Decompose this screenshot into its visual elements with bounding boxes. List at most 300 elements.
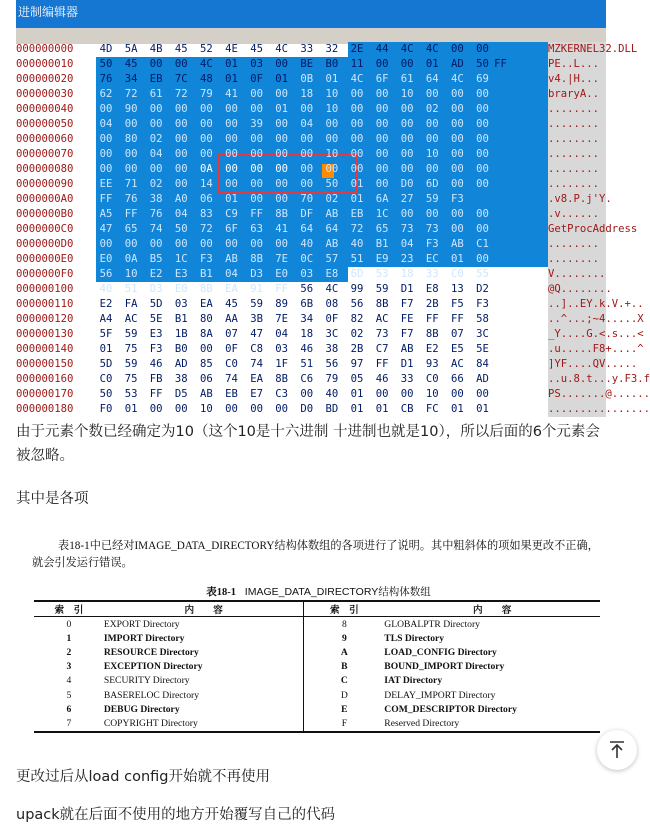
hex-byte[interactable]: C0 [225, 358, 238, 370]
hex-byte[interactable]: AB [400, 343, 414, 355]
hex-byte[interactable]: 00 [300, 178, 314, 190]
hex-byte[interactable]: 5E [476, 343, 489, 355]
hex-byte[interactable]: 3C [325, 328, 339, 340]
hex-byte[interactable]: 18 [300, 88, 314, 100]
hex-byte[interactable]: 00 [451, 208, 464, 220]
hex-byte[interactable]: 01 [225, 193, 238, 205]
hex-byte[interactable]: 00 [275, 163, 289, 175]
hex-byte[interactable]: 00 [476, 253, 489, 265]
hex-byte[interactable]: 00 [350, 103, 364, 115]
hex-byte[interactable]: AB [200, 388, 213, 400]
hex-byte[interactable]: 4B [149, 43, 163, 55]
hex-byte[interactable]: 00 [124, 163, 138, 175]
hex-byte[interactable]: EE [99, 178, 113, 190]
hex-byte[interactable]: F3 [451, 193, 464, 205]
hex-byte[interactable]: 00 [375, 133, 389, 145]
hex-byte[interactable]: 44 [375, 43, 389, 55]
hex-byte[interactable]: E8 [425, 283, 439, 295]
hex-byte[interactable]: 00 [99, 103, 113, 115]
hex-byte[interactable]: 00 [476, 208, 489, 220]
hex-byte[interactable]: 33 [300, 43, 314, 55]
hex-byte[interactable]: 45 [225, 298, 238, 310]
hex-byte[interactable]: 73 [375, 328, 389, 340]
hex-byte[interactable]: 02 [149, 178, 163, 190]
hex-byte[interactable]: 75 [124, 343, 138, 355]
hex-byte[interactable]: 00 [400, 163, 414, 175]
hex-byte[interactable]: 38 [149, 193, 163, 205]
hex-byte[interactable]: AD [476, 373, 489, 385]
hex-byte[interactable]: FE [400, 313, 414, 325]
hex-byte[interactable]: D1 [400, 283, 414, 295]
hex-byte[interactable]: 39 [250, 118, 263, 130]
hex-byte[interactable]: 00 [225, 403, 238, 415]
hex-byte[interactable]: 00 [174, 58, 188, 70]
hex-byte[interactable]: 10 [200, 403, 213, 415]
hex-byte[interactable]: AD [174, 358, 188, 370]
hex-byte[interactable]: 56 [325, 358, 339, 370]
hex-byte[interactable]: 00 [174, 238, 188, 250]
hex-byte[interactable]: 00 [300, 388, 314, 400]
hex-byte[interactable]: 00 [275, 133, 289, 145]
hex-byte[interactable]: 03 [250, 58, 263, 70]
hex-byte[interactable]: 0F [225, 343, 238, 355]
hex-byte[interactable]: 00 [325, 163, 339, 175]
hex-byte[interactable]: 0A [124, 253, 138, 265]
hex-byte[interactable]: 38 [325, 343, 339, 355]
hex-byte[interactable]: 46 [300, 343, 314, 355]
hex-byte[interactable]: FF [250, 208, 263, 220]
hex-byte[interactable]: 00 [275, 403, 289, 415]
hex-byte[interactable]: 59 [124, 328, 138, 340]
hex-byte[interactable]: 04 [99, 118, 113, 130]
hex-byte[interactable]: 33 [400, 373, 414, 385]
hex-byte[interactable]: FB [149, 373, 163, 385]
hex-byte[interactable]: E8 [325, 268, 339, 280]
hex-byte[interactable]: 64 [425, 73, 439, 85]
hex-byte[interactable]: AC [375, 313, 389, 325]
hex-byte[interactable]: 00 [476, 388, 489, 400]
hex-byte[interactable]: 00 [375, 103, 389, 115]
hex-byte[interactable]: 79 [200, 88, 213, 100]
hex-byte[interactable]: 56 [300, 283, 314, 295]
hex-byte[interactable]: C8 [250, 343, 263, 355]
hex-byte[interactable]: AA [225, 313, 238, 325]
hex-byte[interactable]: FF [124, 208, 138, 220]
hex-byte[interactable]: 00 [149, 163, 163, 175]
hex-byte[interactable]: 47 [99, 223, 113, 235]
hex-byte[interactable]: 34 [124, 73, 138, 85]
hex-byte[interactable]: 45 [174, 43, 188, 55]
hex-byte[interactable]: E9 [375, 253, 389, 265]
hex-byte[interactable]: FF [149, 388, 163, 400]
hex-byte[interactable]: 01 [275, 103, 289, 115]
hex-byte[interactable]: 00 [350, 163, 364, 175]
hex-byte[interactable]: 97 [350, 358, 364, 370]
hex-byte[interactable]: 00 [99, 133, 113, 145]
hex-byte[interactable]: 01 [350, 193, 364, 205]
hex-byte[interactable]: 00 [350, 88, 364, 100]
hex-byte[interactable]: 00 [375, 58, 389, 70]
hex-byte[interactable]: 65 [124, 223, 138, 235]
hex-byte[interactable]: 00 [400, 388, 414, 400]
hex-byte[interactable]: 00 [300, 163, 314, 175]
hex-byte[interactable]: 00 [275, 118, 289, 130]
hex-byte[interactable]: 00 [250, 103, 263, 115]
hex-byte[interactable]: 56 [99, 268, 113, 280]
hex-byte[interactable]: 10 [425, 388, 439, 400]
hex-byte[interactable]: 53 [124, 388, 138, 400]
hex-byte[interactable]: 83 [200, 208, 213, 220]
hex-byte[interactable]: 00 [174, 118, 188, 130]
hex-byte[interactable]: 01 [476, 403, 489, 415]
hex-byte[interactable]: CB [400, 403, 414, 415]
hex-byte[interactable]: 75 [124, 373, 138, 385]
hex-byte[interactable]: 00 [174, 403, 188, 415]
hex-byte[interactable]: 00 [476, 133, 489, 145]
hex-byte[interactable]: 52 [200, 43, 213, 55]
hex-byte[interactable]: EC [425, 253, 439, 265]
hex-byte[interactable]: A0 [174, 193, 188, 205]
hex-byte[interactable]: 00 [325, 133, 339, 145]
hex-byte[interactable]: 1B [174, 328, 188, 340]
hex-byte[interactable]: B0 [174, 343, 188, 355]
hex-byte[interactable]: 55 [476, 268, 489, 280]
hex-byte[interactable]: B0 [325, 58, 339, 70]
hex-byte[interactable]: AB [325, 208, 339, 220]
hex-byte[interactable]: EA [225, 283, 238, 295]
hex-byte[interactable]: F3 [425, 238, 439, 250]
hex-byte[interactable]: 40 [325, 388, 339, 400]
hex-byte[interactable]: 59 [250, 298, 263, 310]
hex-byte[interactable]: 6F [225, 223, 238, 235]
hex-byte[interactable]: A5 [99, 208, 113, 220]
hex-byte[interactable]: D3 [149, 283, 163, 295]
hex-byte[interactable]: 00 [375, 163, 389, 175]
hex-byte[interactable]: F7 [400, 298, 414, 310]
hex-byte[interactable]: 64 [325, 223, 339, 235]
hex-byte[interactable]: 00 [400, 58, 414, 70]
hex-byte[interactable]: 27 [400, 193, 414, 205]
hex-byte[interactable]: 8B [425, 328, 439, 340]
hex-byte[interactable]: 00 [174, 163, 188, 175]
hex-byte[interactable]: 1C [375, 208, 389, 220]
hex-byte[interactable]: 00 [200, 343, 213, 355]
hex-byte[interactable]: 50 [99, 388, 113, 400]
hex-byte[interactable]: 50 [325, 178, 339, 190]
hex-byte[interactable]: 40 [300, 238, 314, 250]
hex-byte[interactable]: 00 [99, 163, 113, 175]
hex-byte[interactable]: A4 [99, 313, 113, 325]
hex-byte[interactable]: B1 [174, 313, 188, 325]
hex-byte[interactable]: 63 [250, 223, 263, 235]
hex-byte[interactable]: BD [325, 403, 339, 415]
hex-byte[interactable]: 00 [250, 193, 263, 205]
hex-byte[interactable]: 6A [375, 193, 389, 205]
hex-byte[interactable]: 01 [225, 73, 238, 85]
hex-byte[interactable]: 00 [451, 148, 464, 160]
hex-byte[interactable]: 14 [200, 178, 213, 190]
hex-byte[interactable]: 4C [200, 58, 213, 70]
hex-byte[interactable]: 00 [350, 148, 364, 160]
hex-byte[interactable]: 8B [275, 208, 289, 220]
hex-byte[interactable]: 74 [225, 373, 238, 385]
hex-byte[interactable]: 62 [99, 88, 113, 100]
hex-byte[interactable]: 00 [174, 103, 188, 115]
hex-byte[interactable]: 3C [476, 328, 489, 340]
hex-byte[interactable]: 6B [300, 298, 314, 310]
hex-byte[interactable]: E0 [174, 283, 188, 295]
hex-byte[interactable]: 76 [124, 193, 138, 205]
hex-byte[interactable]: 03 [275, 343, 289, 355]
hex-byte[interactable]: 5D [99, 358, 113, 370]
hex-byte[interactable]: 46 [375, 373, 389, 385]
hex-byte[interactable]: 03 [174, 298, 188, 310]
hex-byte[interactable]: F5 [451, 298, 464, 310]
hex-byte[interactable]: 4C [400, 43, 414, 55]
hex-byte[interactable]: 00 [250, 148, 263, 160]
hex-byte[interactable]: 01 [99, 343, 113, 355]
hex-byte[interactable]: 02 [350, 328, 364, 340]
hex-byte[interactable]: 00 [375, 388, 389, 400]
hex-byte[interactable]: E2 [149, 268, 163, 280]
hex-byte[interactable]: E0 [275, 268, 289, 280]
hex-byte[interactable]: 0A [200, 163, 213, 175]
hex-byte[interactable]: B1 [200, 268, 213, 280]
hex-byte[interactable]: 00 [275, 88, 289, 100]
hex-byte[interactable]: 00 [225, 118, 238, 130]
hex-byte[interactable]: 64 [300, 223, 314, 235]
hex-byte[interactable]: 01 [425, 58, 439, 70]
hex-byte[interactable]: 00 [451, 43, 464, 55]
hex-byte[interactable]: 46 [149, 358, 163, 370]
hex-byte[interactable]: 45 [124, 58, 138, 70]
hex-byte[interactable]: FA [124, 298, 138, 310]
hex-byte[interactable]: 00 [124, 118, 138, 130]
hex-byte[interactable]: E3 [174, 268, 188, 280]
hex-byte[interactable]: 91 [250, 283, 263, 295]
hex-byte[interactable]: AD [451, 58, 464, 70]
hex-byte[interactable]: 90 [124, 103, 138, 115]
hex-byte[interactable]: 51 [300, 358, 314, 370]
hex-byte[interactable]: FF [375, 358, 389, 370]
hex-byte[interactable]: 00 [400, 208, 414, 220]
hex-byte[interactable]: 01 [350, 388, 364, 400]
hex-byte[interactable]: 0C [300, 253, 314, 265]
hex-byte[interactable]: 4C [325, 283, 339, 295]
hex-byte[interactable]: 00 [225, 103, 238, 115]
hex-byte[interactable]: 59 [425, 193, 439, 205]
hex-byte[interactable]: F3 [149, 343, 163, 355]
hex-byte[interactable]: 56 [350, 298, 364, 310]
hex-byte[interactable]: D1 [400, 358, 414, 370]
hex-byte[interactable]: FF [494, 58, 507, 70]
hex-byte[interactable]: 00 [476, 103, 489, 115]
hex-byte[interactable]: 4C [425, 43, 439, 55]
back-to-top-button[interactable] [597, 730, 637, 770]
hex-byte[interactable]: 00 [149, 238, 163, 250]
hex-byte[interactable]: 76 [99, 73, 113, 85]
hex-byte[interactable]: 00 [250, 403, 263, 415]
hex-byte[interactable]: 00 [451, 118, 464, 130]
hex-byte[interactable]: 70 [300, 193, 314, 205]
hex-byte[interactable]: C9 [225, 208, 238, 220]
hex-byte[interactable]: 00 [99, 148, 113, 160]
hex-byte[interactable]: 00 [476, 118, 489, 130]
hex-byte[interactable]: D3 [250, 268, 263, 280]
hex-byte[interactable]: 00 [225, 148, 238, 160]
hex-byte[interactable]: 00 [225, 238, 238, 250]
hex-byte[interactable]: 00 [275, 148, 289, 160]
hex-byte[interactable]: 80 [200, 313, 213, 325]
hex-byte[interactable]: 50 [99, 58, 113, 70]
hex-byte[interactable]: 0F [250, 73, 263, 85]
hex-byte[interactable]: AC [451, 358, 464, 370]
hex-byte[interactable]: 00 [124, 238, 138, 250]
hex-byte[interactable]: 00 [149, 403, 163, 415]
hex-byte[interactable]: 00 [200, 118, 213, 130]
hex-byte[interactable]: 00 [451, 223, 464, 235]
hex-byte[interactable]: BE [300, 58, 314, 70]
hex-byte[interactable]: 82 [350, 313, 364, 325]
hex-byte[interactable]: 00 [275, 178, 289, 190]
hex-byte[interactable]: 93 [425, 358, 439, 370]
hex-byte[interactable]: 00 [425, 118, 439, 130]
hex-byte[interactable]: 45 [250, 43, 263, 55]
hex-byte[interactable]: 74 [149, 223, 163, 235]
hex-byte[interactable]: 00 [476, 88, 489, 100]
hex-byte[interactable]: C6 [300, 373, 314, 385]
hex-byte[interactable]: 00 [174, 178, 188, 190]
hex-byte[interactable]: 65 [375, 223, 389, 235]
hex-byte[interactable]: 01 [275, 73, 289, 85]
hex-byte[interactable]: 01 [225, 58, 238, 70]
hex-byte[interactable]: 00 [225, 178, 238, 190]
hex-byte[interactable]: 00 [250, 163, 263, 175]
hex-byte[interactable]: EA [200, 298, 213, 310]
hex-byte[interactable]: 18 [300, 328, 314, 340]
hex-byte[interactable]: 08 [325, 298, 339, 310]
hex-byte[interactable]: 00 [476, 163, 489, 175]
hex-byte[interactable]: 00 [200, 238, 213, 250]
hex-byte[interactable]: 06 [200, 193, 213, 205]
hex-byte[interactable]: D0 [400, 178, 414, 190]
hex-byte[interactable]: 72 [200, 223, 213, 235]
hex-byte[interactable]: 51 [350, 253, 364, 265]
hex-byte[interactable]: FF [99, 193, 113, 205]
hex-byte[interactable]: C0 [99, 373, 113, 385]
hex-byte[interactable]: 99 [350, 283, 364, 295]
hex-byte[interactable]: 48 [200, 73, 213, 85]
hex-byte[interactable]: 00 [174, 148, 188, 160]
hex-byte[interactable]: 00 [400, 133, 414, 145]
hex-byte[interactable]: 04 [275, 328, 289, 340]
hex-byte[interactable]: B5 [149, 253, 163, 265]
hex-byte[interactable]: 01 [325, 73, 339, 85]
hex-byte[interactable]: 72 [350, 223, 364, 235]
hex-byte[interactable]: E5 [451, 343, 464, 355]
hex-byte[interactable]: 2E [350, 43, 364, 55]
hex-byte[interactable]: 40 [99, 283, 113, 295]
hex-byte[interactable]: AB [325, 238, 339, 250]
hex-byte[interactable]: 23 [400, 253, 414, 265]
hex-byte[interactable]: 00 [99, 238, 113, 250]
hex-byte[interactable]: EB [350, 208, 364, 220]
hex-byte[interactable]: 41 [275, 223, 289, 235]
hex-byte[interactable]: 01 [350, 403, 364, 415]
hex-byte[interactable]: 34 [300, 313, 314, 325]
hex-byte[interactable]: 5F [99, 328, 113, 340]
hex-byte[interactable]: 02 [325, 193, 339, 205]
hex-byte[interactable]: 02 [425, 103, 439, 115]
hex-byte[interactable]: 32 [325, 43, 339, 55]
hex-byte[interactable]: 01 [350, 178, 364, 190]
hex-byte[interactable]: 58 [476, 313, 489, 325]
hex-byte[interactable]: 00 [451, 103, 464, 115]
hex-byte[interactable]: 00 [350, 133, 364, 145]
hex-byte[interactable]: F3 [200, 253, 213, 265]
hex-byte[interactable]: 57 [325, 253, 339, 265]
hex-byte[interactable]: 5D [149, 298, 163, 310]
hex-byte[interactable]: 50 [476, 58, 489, 70]
hex-byte[interactable]: 40 [350, 238, 364, 250]
hex-byte[interactable]: 73 [425, 223, 439, 235]
hex-byte[interactable]: 00 [174, 133, 188, 145]
hex-byte[interactable]: E2 [99, 298, 113, 310]
hex-byte[interactable]: 05 [350, 373, 364, 385]
hex-byte[interactable]: 79 [325, 373, 339, 385]
hex-byte[interactable]: D0 [300, 403, 314, 415]
hex-byte[interactable]: 1F [275, 358, 289, 370]
hex-byte[interactable]: 00 [250, 88, 263, 100]
hex-byte[interactable]: C3 [275, 388, 289, 400]
hex-byte[interactable]: 06 [200, 373, 213, 385]
hex-byte[interactable]: 13 [451, 283, 464, 295]
hex-byte[interactable]: 01 [451, 403, 464, 415]
hex-byte[interactable]: 00 [325, 118, 339, 130]
hex-byte[interactable]: 07 [225, 328, 238, 340]
hex-byte[interactable]: FF [425, 313, 439, 325]
hex-byte[interactable]: 10 [124, 268, 138, 280]
hex-byte[interactable]: 11 [350, 58, 364, 70]
hex-byte[interactable]: 04 [300, 118, 314, 130]
hex-byte[interactable]: 10 [400, 88, 414, 100]
hex-byte[interactable]: 00 [425, 163, 439, 175]
hex-byte[interactable]: 1C [174, 253, 188, 265]
hex-byte[interactable]: 85 [200, 358, 213, 370]
hex-byte[interactable]: 66 [451, 373, 464, 385]
hex-byte[interactable]: 04 [174, 208, 188, 220]
hex-byte[interactable]: 00 [350, 118, 364, 130]
hex-byte[interactable]: 4C [275, 43, 289, 55]
hex-byte[interactable]: 00 [275, 193, 289, 205]
hex-byte[interactable]: FC [425, 403, 439, 415]
hex-byte[interactable]: 4C [451, 73, 464, 85]
hex-byte[interactable]: 01 [124, 403, 138, 415]
hex-byte[interactable]: 00 [200, 133, 213, 145]
hex-byte[interactable]: 00 [451, 88, 464, 100]
hex-byte[interactable]: 8B [275, 373, 289, 385]
hex-byte[interactable]: 02 [149, 133, 163, 145]
hex-byte[interactable]: 4C [350, 73, 364, 85]
hex-byte[interactable]: 10 [425, 148, 439, 160]
hex-byte[interactable]: 00 [300, 103, 314, 115]
hex-byte[interactable]: B1 [375, 238, 389, 250]
hex-byte[interactable]: C0 [425, 373, 439, 385]
hex-byte[interactable]: 00 [124, 148, 138, 160]
hex-byte[interactable]: 89 [275, 298, 289, 310]
hex-byte[interactable]: 00 [451, 178, 464, 190]
hex-byte[interactable]: 7E [275, 253, 289, 265]
